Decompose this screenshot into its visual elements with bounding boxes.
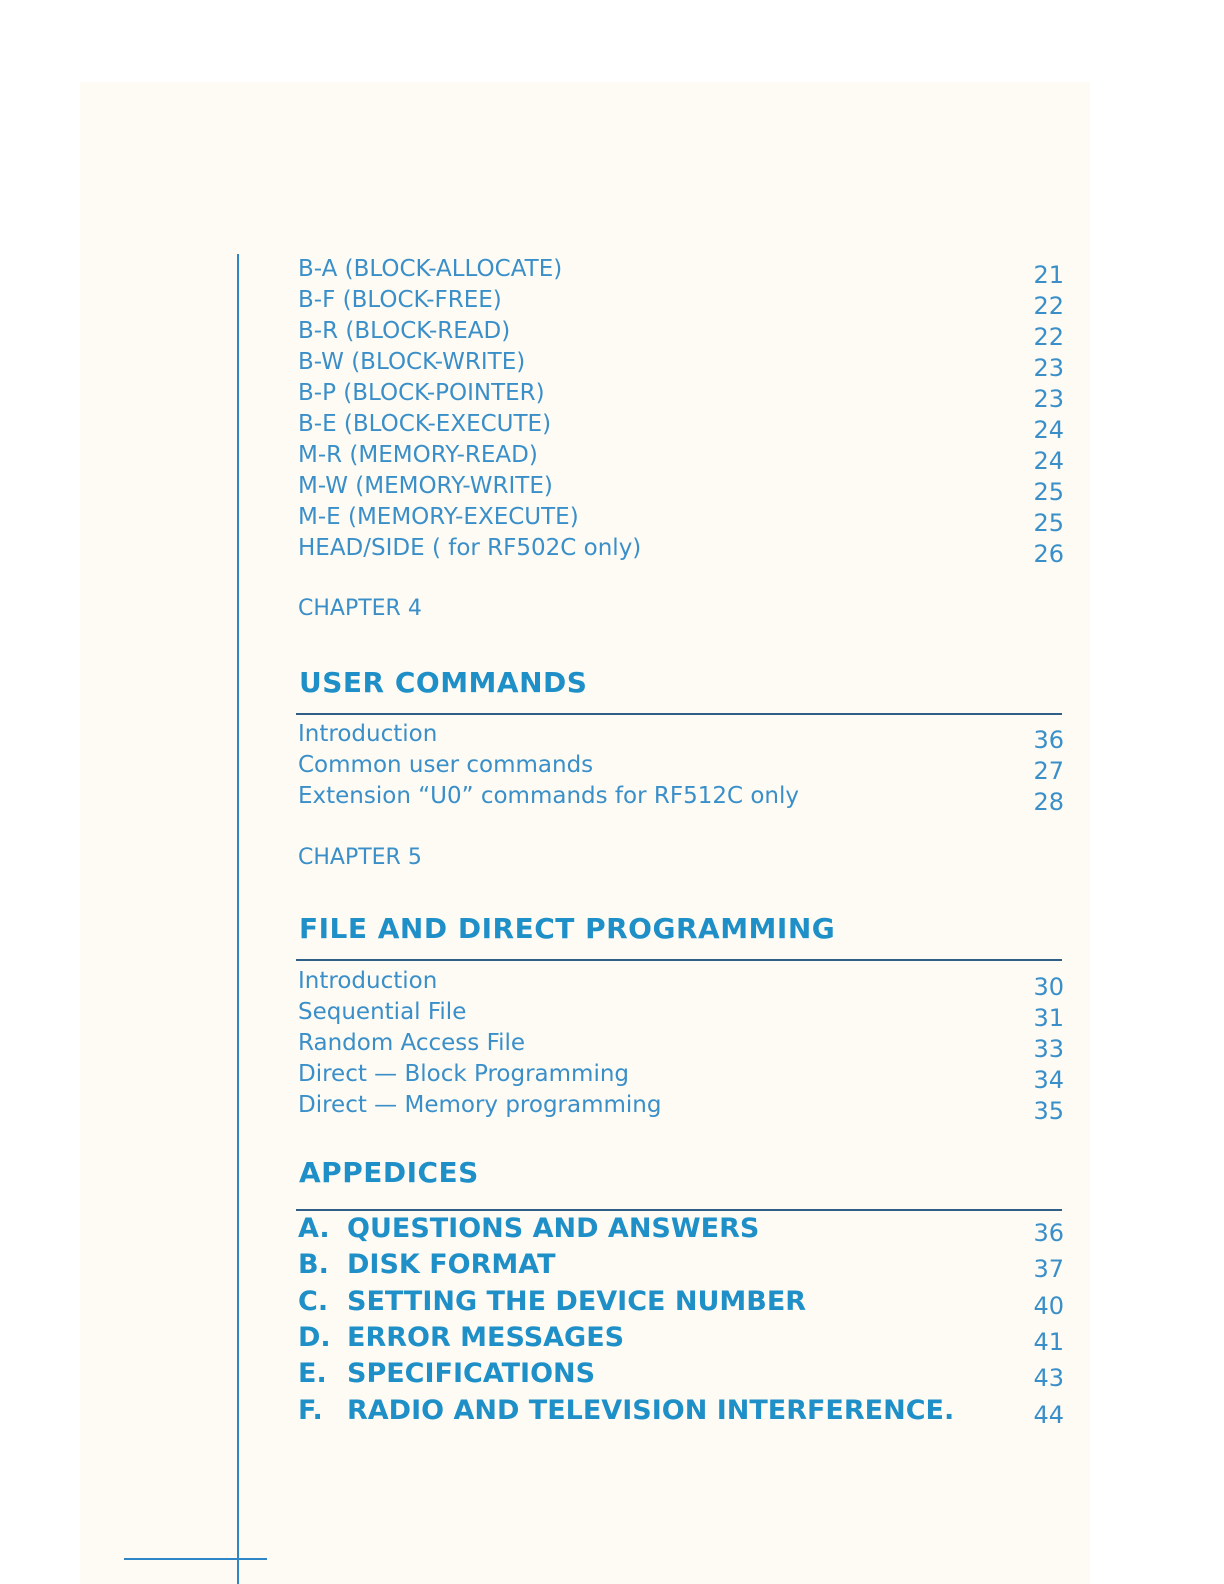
appendix-page: 36 bbox=[1033, 1219, 1064, 1247]
toc-entry-page: 23 bbox=[1033, 385, 1064, 413]
appendix-title: QUESTIONS AND ANSWERS bbox=[347, 1213, 760, 1244]
toc-entry-page: 23 bbox=[1033, 354, 1064, 382]
toc-entry-page: 21 bbox=[1033, 261, 1064, 289]
appendix-title: ERROR MESSAGES bbox=[347, 1322, 625, 1353]
toc-entry-label: B-E (BLOCK-EXECUTE) bbox=[298, 411, 552, 437]
toc-entry-page: 25 bbox=[1033, 509, 1064, 537]
toc-entry-page: 36 bbox=[1033, 726, 1064, 754]
appendix-page: 43 bbox=[1033, 1364, 1064, 1392]
toc-entry-label: Sequential File bbox=[298, 999, 467, 1025]
toc-entry[interactable] bbox=[298, 285, 1068, 320]
toc-entry[interactable] bbox=[298, 254, 1068, 289]
toc-entry-page: 22 bbox=[1033, 292, 1064, 320]
appendix-entry[interactable] bbox=[298, 1356, 1068, 1392]
appendix-title: SETTING THE DEVICE NUMBER bbox=[347, 1286, 807, 1317]
appendix-page: 40 bbox=[1033, 1292, 1064, 1320]
toc-entry[interactable] bbox=[298, 966, 1068, 1001]
toc-entry[interactable] bbox=[298, 781, 1068, 816]
toc-entry-page: 26 bbox=[1033, 540, 1064, 568]
toc-entry[interactable] bbox=[298, 409, 1068, 444]
toc-entry-label: Introduction bbox=[298, 721, 438, 747]
appendix-title: RADIO AND TELEVISION INTERFERENCE. bbox=[347, 1395, 955, 1426]
toc-entry-page: 22 bbox=[1033, 323, 1064, 351]
toc-entry-label: B-P (BLOCK-POINTER) bbox=[298, 380, 545, 406]
appendix-page: 44 bbox=[1033, 1401, 1064, 1429]
chapter-4-title: USER COMMANDS bbox=[299, 666, 588, 699]
toc-entry-page: 35 bbox=[1033, 1097, 1064, 1125]
toc-entry[interactable] bbox=[298, 316, 1068, 351]
toc-entry-label: Direct — Block Programming bbox=[298, 1061, 630, 1087]
toc-entry-label: Direct — Memory programming bbox=[298, 1092, 662, 1118]
toc-entry-label: Random Access File bbox=[298, 1030, 526, 1056]
toc-entry[interactable] bbox=[298, 1028, 1068, 1063]
toc-entry-label: HEAD/SIDE ( for RF502C only) bbox=[298, 535, 642, 561]
appendix-letter: B. bbox=[298, 1249, 329, 1280]
toc-entry-label: Common user commands bbox=[298, 752, 594, 778]
toc-entry-label: Extension “U0” commands for RF512C only bbox=[298, 783, 799, 809]
toc-entry-page: 25 bbox=[1033, 478, 1064, 506]
toc-entry-label: M-R (MEMORY-READ) bbox=[298, 442, 538, 468]
margin-rule bbox=[237, 254, 239, 1584]
toc-entry[interactable] bbox=[298, 502, 1068, 537]
chapter-4-label: CHAPTER 4 bbox=[298, 596, 422, 621]
appendix-letter: E. bbox=[298, 1358, 327, 1389]
chapter-5-label: CHAPTER 5 bbox=[298, 845, 422, 870]
appendix-letter: A. bbox=[298, 1213, 330, 1244]
toc-entry[interactable] bbox=[298, 440, 1068, 475]
toc-entry-page: 33 bbox=[1033, 1035, 1064, 1063]
toc-entry-label: B-F (BLOCK-FREE) bbox=[298, 287, 502, 313]
toc-entry-page: 34 bbox=[1033, 1066, 1064, 1094]
appendices-title: APPEDICES bbox=[299, 1156, 479, 1189]
appendix-title: SPECIFICATIONS bbox=[347, 1358, 596, 1389]
footer-rule bbox=[124, 1558, 267, 1560]
toc-entry[interactable] bbox=[298, 1090, 1068, 1125]
appendix-letter: D. bbox=[298, 1322, 331, 1353]
toc-entry[interactable] bbox=[298, 378, 1068, 413]
section-divider bbox=[296, 959, 1062, 961]
appendix-letter: C. bbox=[298, 1286, 329, 1317]
toc-entry-page: 27 bbox=[1033, 757, 1064, 785]
toc-entry-page: 24 bbox=[1033, 447, 1064, 475]
toc-entry[interactable] bbox=[298, 347, 1068, 382]
toc-entry[interactable] bbox=[298, 719, 1068, 754]
section-divider bbox=[296, 713, 1062, 715]
appendix-page: 41 bbox=[1033, 1328, 1064, 1356]
toc-entry-page: 24 bbox=[1033, 416, 1064, 444]
chapter-5-title: FILE AND DIRECT PROGRAMMING bbox=[299, 912, 836, 945]
toc-entry-page: 31 bbox=[1033, 1004, 1064, 1032]
toc-entry[interactable] bbox=[298, 1059, 1068, 1094]
toc-entry-label: M-E (MEMORY-EXECUTE) bbox=[298, 504, 579, 530]
appendix-entry[interactable] bbox=[298, 1320, 1068, 1356]
appendix-entry[interactable] bbox=[298, 1247, 1068, 1283]
appendix-page: 37 bbox=[1033, 1255, 1064, 1283]
toc-entry-label: B-R (BLOCK-READ) bbox=[298, 318, 511, 344]
appendix-entry[interactable] bbox=[298, 1211, 1068, 1247]
toc-entry[interactable] bbox=[298, 533, 1068, 568]
toc-entry-label: Introduction bbox=[298, 968, 438, 994]
appendix-letter: F. bbox=[298, 1395, 323, 1426]
toc-entry-label: B-W (BLOCK-WRITE) bbox=[298, 349, 526, 375]
toc-entry-label: M-W (MEMORY-WRITE) bbox=[298, 473, 553, 499]
appendix-entry[interactable] bbox=[298, 1284, 1068, 1320]
toc-entry-page: 28 bbox=[1033, 788, 1064, 816]
toc-entry-page: 30 bbox=[1033, 973, 1064, 1001]
toc-entry[interactable] bbox=[298, 471, 1068, 506]
toc-entry-label: B-A (BLOCK-ALLOCATE) bbox=[298, 256, 563, 282]
toc-entry[interactable] bbox=[298, 997, 1068, 1032]
appendix-title: DISK FORMAT bbox=[347, 1249, 556, 1280]
appendix-entry[interactable] bbox=[298, 1393, 1068, 1429]
toc-entry[interactable] bbox=[298, 750, 1068, 785]
